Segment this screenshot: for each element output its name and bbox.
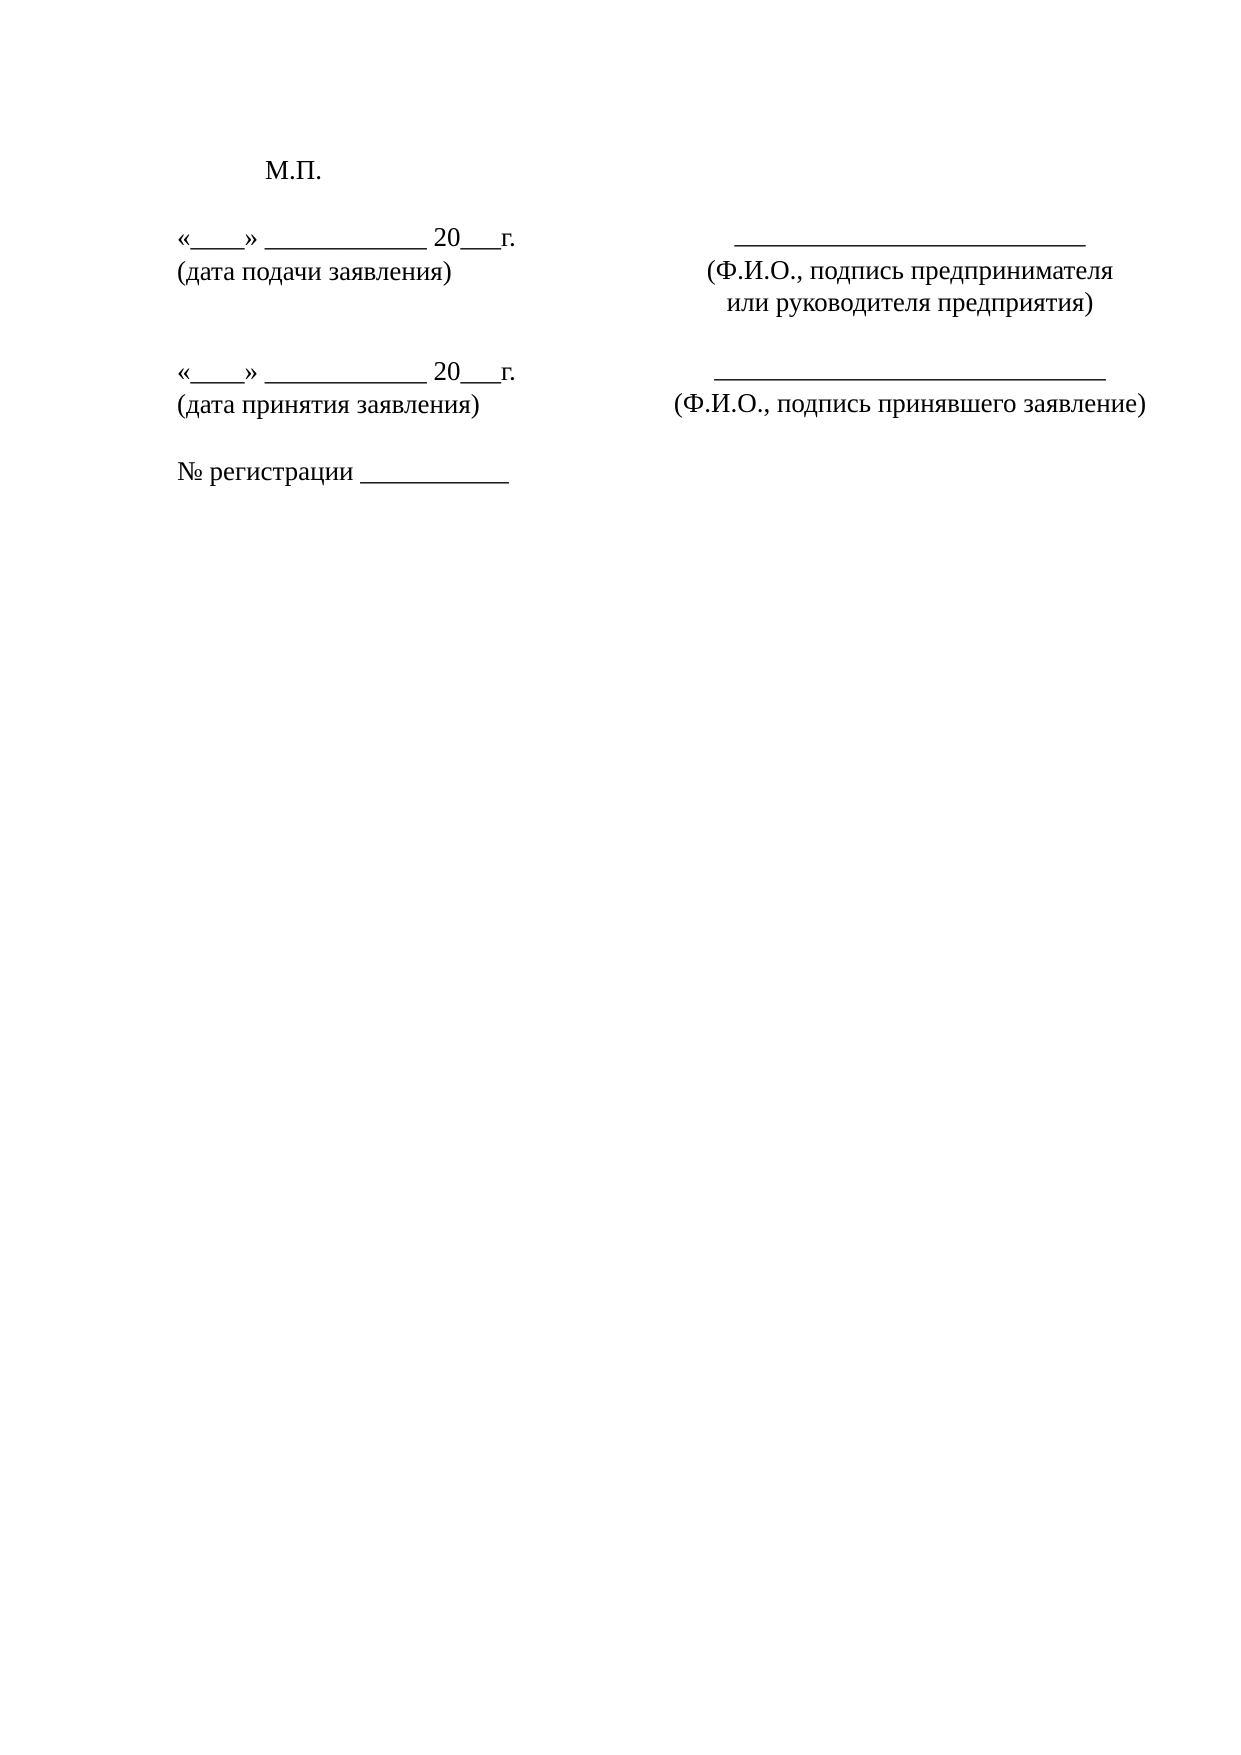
submission-signature-caption-2: или руководителя предприятия) (726, 287, 1094, 317)
acceptance-date-line: «____» ____________ 20___г. (177, 356, 516, 386)
submission-signature-caption-1: (Ф.И.О., подпись предпринимателя (706, 255, 1114, 285)
acceptance-date-caption: (дата принятия заявления) (177, 389, 480, 419)
registration-number-line: № регистрации ___________ (177, 456, 509, 486)
stamp-label: М.П. (265, 155, 323, 185)
submission-date-caption: (дата подачи заявления) (177, 256, 452, 286)
submission-signature-line: __________________________ (734, 219, 1086, 249)
acceptance-signature-line: _____________________________ (714, 353, 1106, 383)
submission-date-line: «____» ____________ 20___г. (177, 222, 516, 252)
acceptance-signature-caption: (Ф.И.О., подпись принявшего заявление) (673, 388, 1147, 418)
